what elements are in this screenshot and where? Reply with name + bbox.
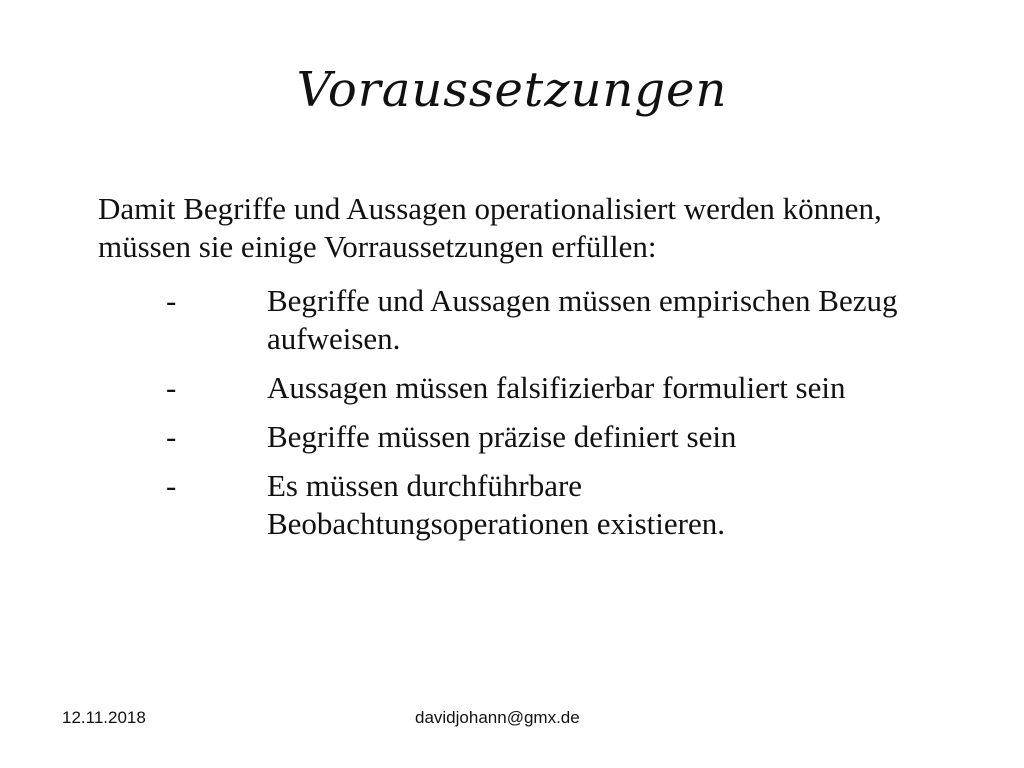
bullet-list xyxy=(0,282,1024,554)
list-item xyxy=(0,418,1024,456)
bullet-marker: - xyxy=(166,370,177,405)
bullet-marker: - xyxy=(166,468,177,503)
intro-paragraph: Damit Begriffe und Aussagen operationalisiert werden können, müssen sie einige Vorraussetzungen erfüllen: xyxy=(98,191,882,264)
bullet-marker: - xyxy=(166,419,177,454)
footer-email: davidjohann@gmx.de xyxy=(415,708,580,727)
footer-date: 12.11.2018 xyxy=(62,708,146,727)
slide-title: Voraussetzungen xyxy=(296,62,728,118)
bullet-marker: - xyxy=(166,283,177,318)
list-item xyxy=(0,369,1024,407)
bullet-text: Begriffe und Aussagen müssen empirischen Bezug aufweisen. xyxy=(267,283,898,356)
list-item xyxy=(0,282,1024,358)
bullet-text: Aussagen müssen falsifizierbar formuliert sein xyxy=(267,370,846,405)
bullet-text: Es müssen durchführbare Beobachtungsoperationen existieren. xyxy=(267,468,725,541)
list-item xyxy=(0,467,1024,543)
bullet-text: Begriffe müssen präzise definiert sein xyxy=(267,419,737,454)
